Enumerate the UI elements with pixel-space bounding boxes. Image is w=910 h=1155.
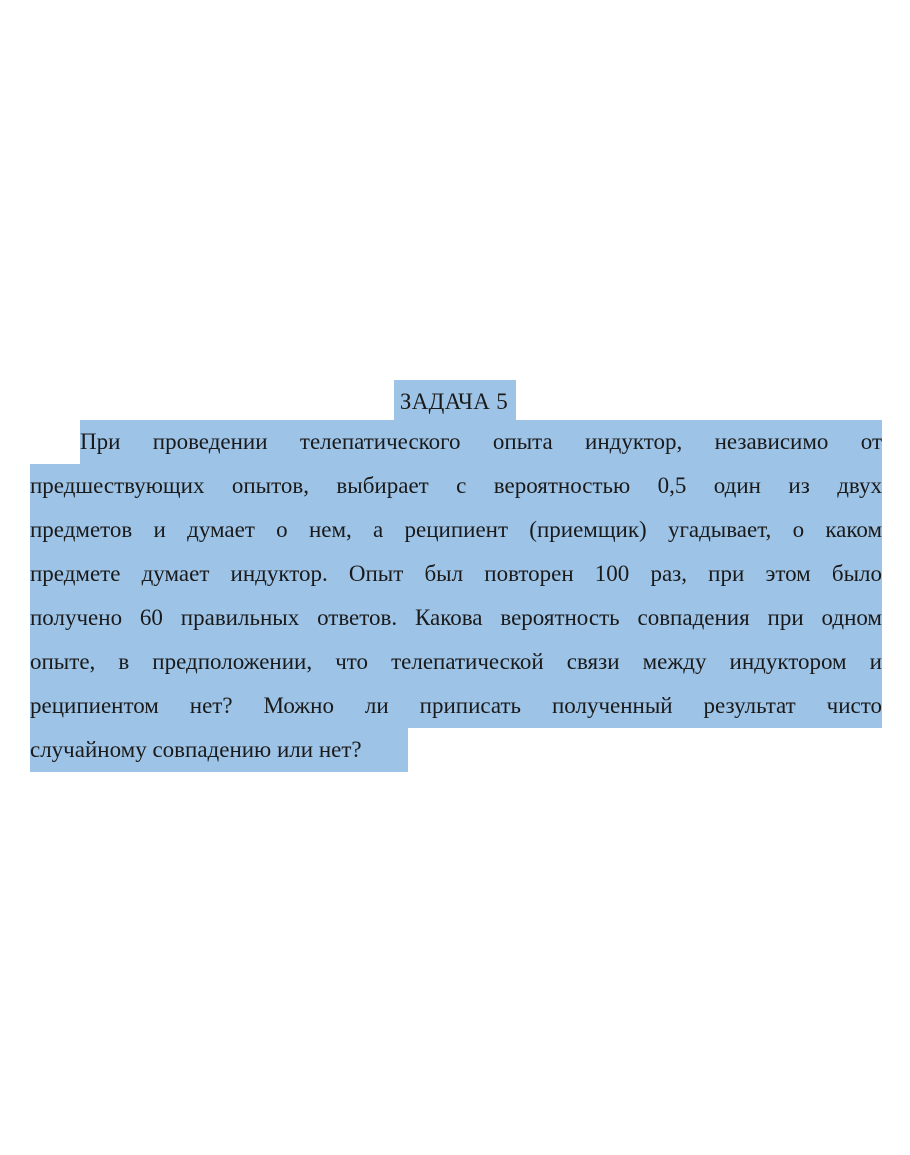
problem-title[interactable]: ЗАДАЧА 5: [394, 380, 516, 424]
title-line: [0, 380, 910, 424]
paragraph-line-2[interactable]: предшествующих опытов, выбирает с вероятностью 0,5 один из двух: [30, 464, 882, 508]
paragraph-line-1[interactable]: При проведении телепатического опыта индуктор, независимо от: [80, 420, 882, 464]
paragraph-line-3[interactable]: предметов и думает о нем, а реципиент (приемщик) угадывает, о каком: [30, 508, 882, 552]
paragraph-line-5[interactable]: получено 60 правильных ответов. Какова вероятность совпадения при одном: [30, 596, 882, 640]
paragraph-line-8[interactable]: случайному совпадению или нет?: [30, 728, 408, 772]
paragraph-line-4[interactable]: предмете думает индуктор. Опыт был повторен 100 раз, при этом было: [30, 552, 882, 596]
paragraph-line-6[interactable]: опыте, в предположении, что телепатической связи между индуктором и: [30, 640, 882, 684]
paragraph-line-7[interactable]: реципиентом нет? Можно ли приписать полученный результат чисто: [30, 684, 882, 728]
